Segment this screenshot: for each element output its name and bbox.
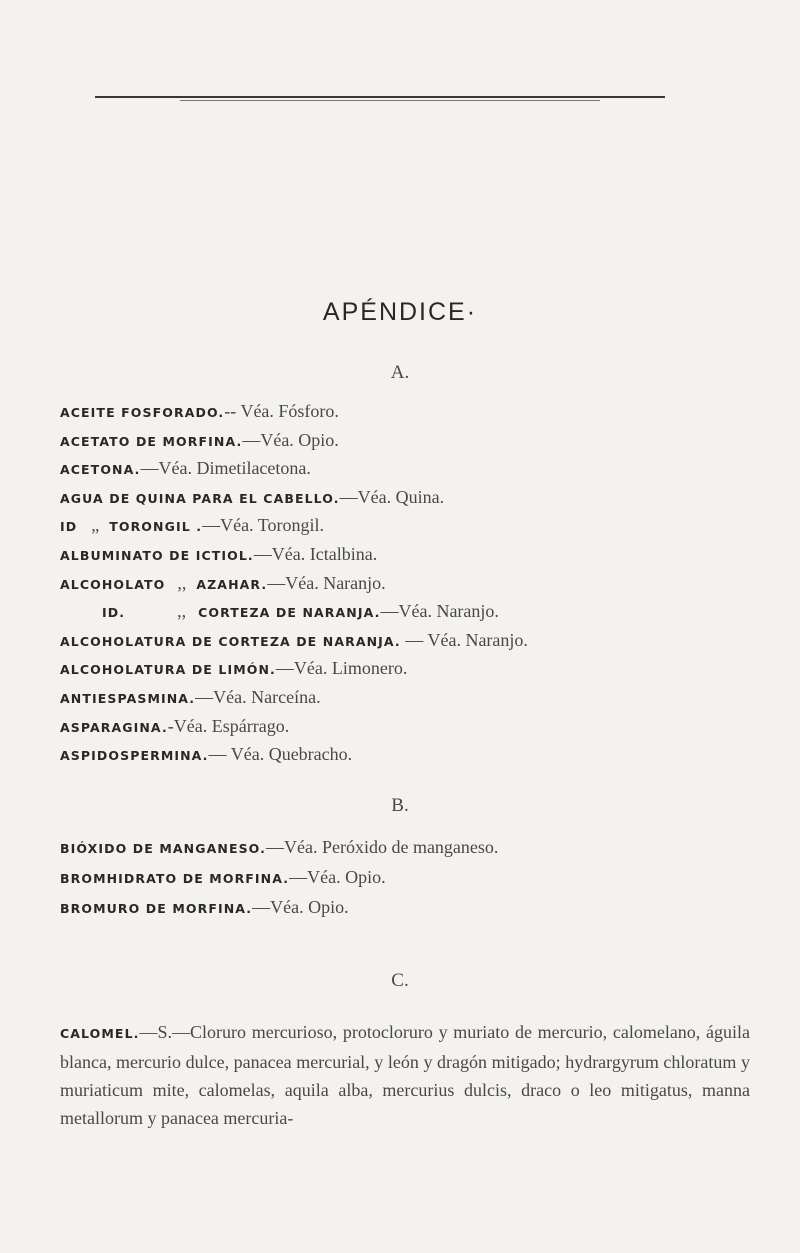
entry-reference: Véa. Quebracho.: [230, 744, 353, 765]
section-letter-c: C.: [391, 970, 409, 991]
entry-heading: ALCOHOLATURA DE LIMÓN.: [60, 662, 276, 678]
entry: [60, 655, 750, 684]
entry-reference: Véa. Naranjo.: [285, 572, 386, 593]
entry-reference: Véa. Dimetilacetona.: [158, 458, 311, 479]
top-rule-thin: [180, 100, 600, 101]
section-letter-a: A.: [390, 362, 410, 383]
section-b-entries: [60, 833, 750, 923]
entry-heading-ditto: ID.: [102, 605, 126, 621]
entry-separator: —: [289, 867, 308, 887]
entry-reference: Véa. Limonero.: [293, 658, 408, 679]
entry-heading: ACETATO DE MORFINA.: [60, 433, 243, 449]
entry-heading: ALCOHOLATURA DE CORTEZA DE NARANJA.: [60, 633, 401, 649]
entry-separator: —: [275, 658, 294, 679]
entry-heading: ANTIESPASMINA.: [60, 690, 196, 706]
entry: [60, 598, 750, 627]
entry-heading: ASPARAGINA.: [60, 719, 168, 735]
entry: [60, 398, 750, 427]
top-rule: [95, 96, 665, 98]
entry-reference: Véa. Fósforo.: [236, 401, 339, 421]
entry-heading: BROMURO DE MORFINA.: [60, 901, 253, 916]
entry-reference: Véa. Opio.: [307, 867, 386, 887]
entry-reference: Véa. Quina.: [357, 486, 445, 507]
entry: [60, 713, 750, 742]
entry: [60, 741, 750, 770]
entry-reference: Véa. Ictalbina.: [271, 543, 378, 564]
entry: [60, 427, 750, 456]
entry: [60, 512, 750, 541]
entry-heading: ALBUMINATO DE ICTIOL.: [60, 547, 254, 563]
entry-separator: —: [400, 629, 428, 650]
entry-heading: AZAHAR.: [196, 576, 268, 592]
entry-separator: —: [252, 897, 271, 917]
entry-separator: —: [242, 429, 261, 450]
entry: [60, 627, 750, 656]
entry-separator: —: [265, 837, 284, 857]
entry-heading: AGUA DE QUINA PARA EL CABELLO.: [60, 490, 340, 506]
entry: [60, 570, 750, 599]
paragraph-heading: CALOMEL.: [60, 1026, 140, 1041]
ditto-mark: ,,: [177, 572, 187, 593]
entry-reference: Véa. Espárrago.: [173, 715, 290, 736]
entry-separator: —: [380, 601, 399, 622]
entry: [60, 863, 750, 893]
entry-separator: —: [208, 744, 231, 765]
entry-reference: Véa. Opio.: [270, 897, 349, 917]
entry-separator: —: [339, 486, 358, 507]
entry-separator: —: [195, 686, 214, 707]
ditto-mark: „: [91, 515, 100, 536]
entry: [60, 684, 750, 713]
entry-heading: CORTEZA DE NARANJA.: [198, 605, 381, 621]
entry-heading: BIÓXIDO DE MANGANESO.: [60, 841, 266, 856]
paragraph-text: —S.—Cloruro mercurioso, protocloruro y muriato de mercurio, calomelano, águila blanca, mercurio dulce, panacea mercurial, y león y dragón mitigado; hydrargyrum chloratum y muriaticum mite, calomelas, aquila alba, mercurius dulcis, draco o leo mitigatus, manna metallorum y panacea mercuria-: [60, 1022, 750, 1128]
entry-heading-ditto: ID: [60, 519, 78, 535]
page-title: APÉNDICE·: [322, 298, 478, 326]
entry-separator: --: [224, 401, 237, 421]
entry-heading: ACETONA.: [60, 462, 141, 478]
entry: [60, 484, 750, 513]
entry-reference: Véa. Peróxido de manganeso.: [283, 837, 499, 857]
entry-heading: ACEITE FOSFORADO.: [60, 405, 225, 420]
entry-separator: —: [140, 458, 159, 479]
section-letter-b: B.: [391, 795, 409, 816]
entry-reference: Véa. Naranjo.: [427, 629, 528, 650]
entry-reference: Véa. Opio.: [260, 429, 339, 450]
entry: [60, 455, 750, 484]
entry-separator: —: [253, 543, 272, 564]
entry-heading: BROMHIDRATO DE MORFINA.: [60, 871, 290, 886]
entry-reference: Véa. Naranjo.: [398, 601, 499, 622]
entry-heading: TORONGIL .: [109, 519, 203, 535]
entry: [60, 541, 750, 570]
ditto-mark: ,,: [177, 601, 187, 622]
entry-heading: ALCOHOLATO: [60, 576, 166, 592]
section-a-entries: [60, 398, 750, 770]
entry-reference: Véa. Narceína.: [213, 686, 321, 707]
entry-separator: -: [167, 715, 174, 736]
calomel-paragraph: [60, 1018, 750, 1132]
entry: [60, 893, 750, 923]
entry: [60, 833, 750, 863]
entry-heading: ASPIDOSPERMINA.: [60, 748, 209, 764]
entry-separator: —: [202, 515, 221, 536]
entry-separator: —: [267, 572, 286, 593]
entry-reference: Véa. Torongil.: [220, 515, 324, 536]
